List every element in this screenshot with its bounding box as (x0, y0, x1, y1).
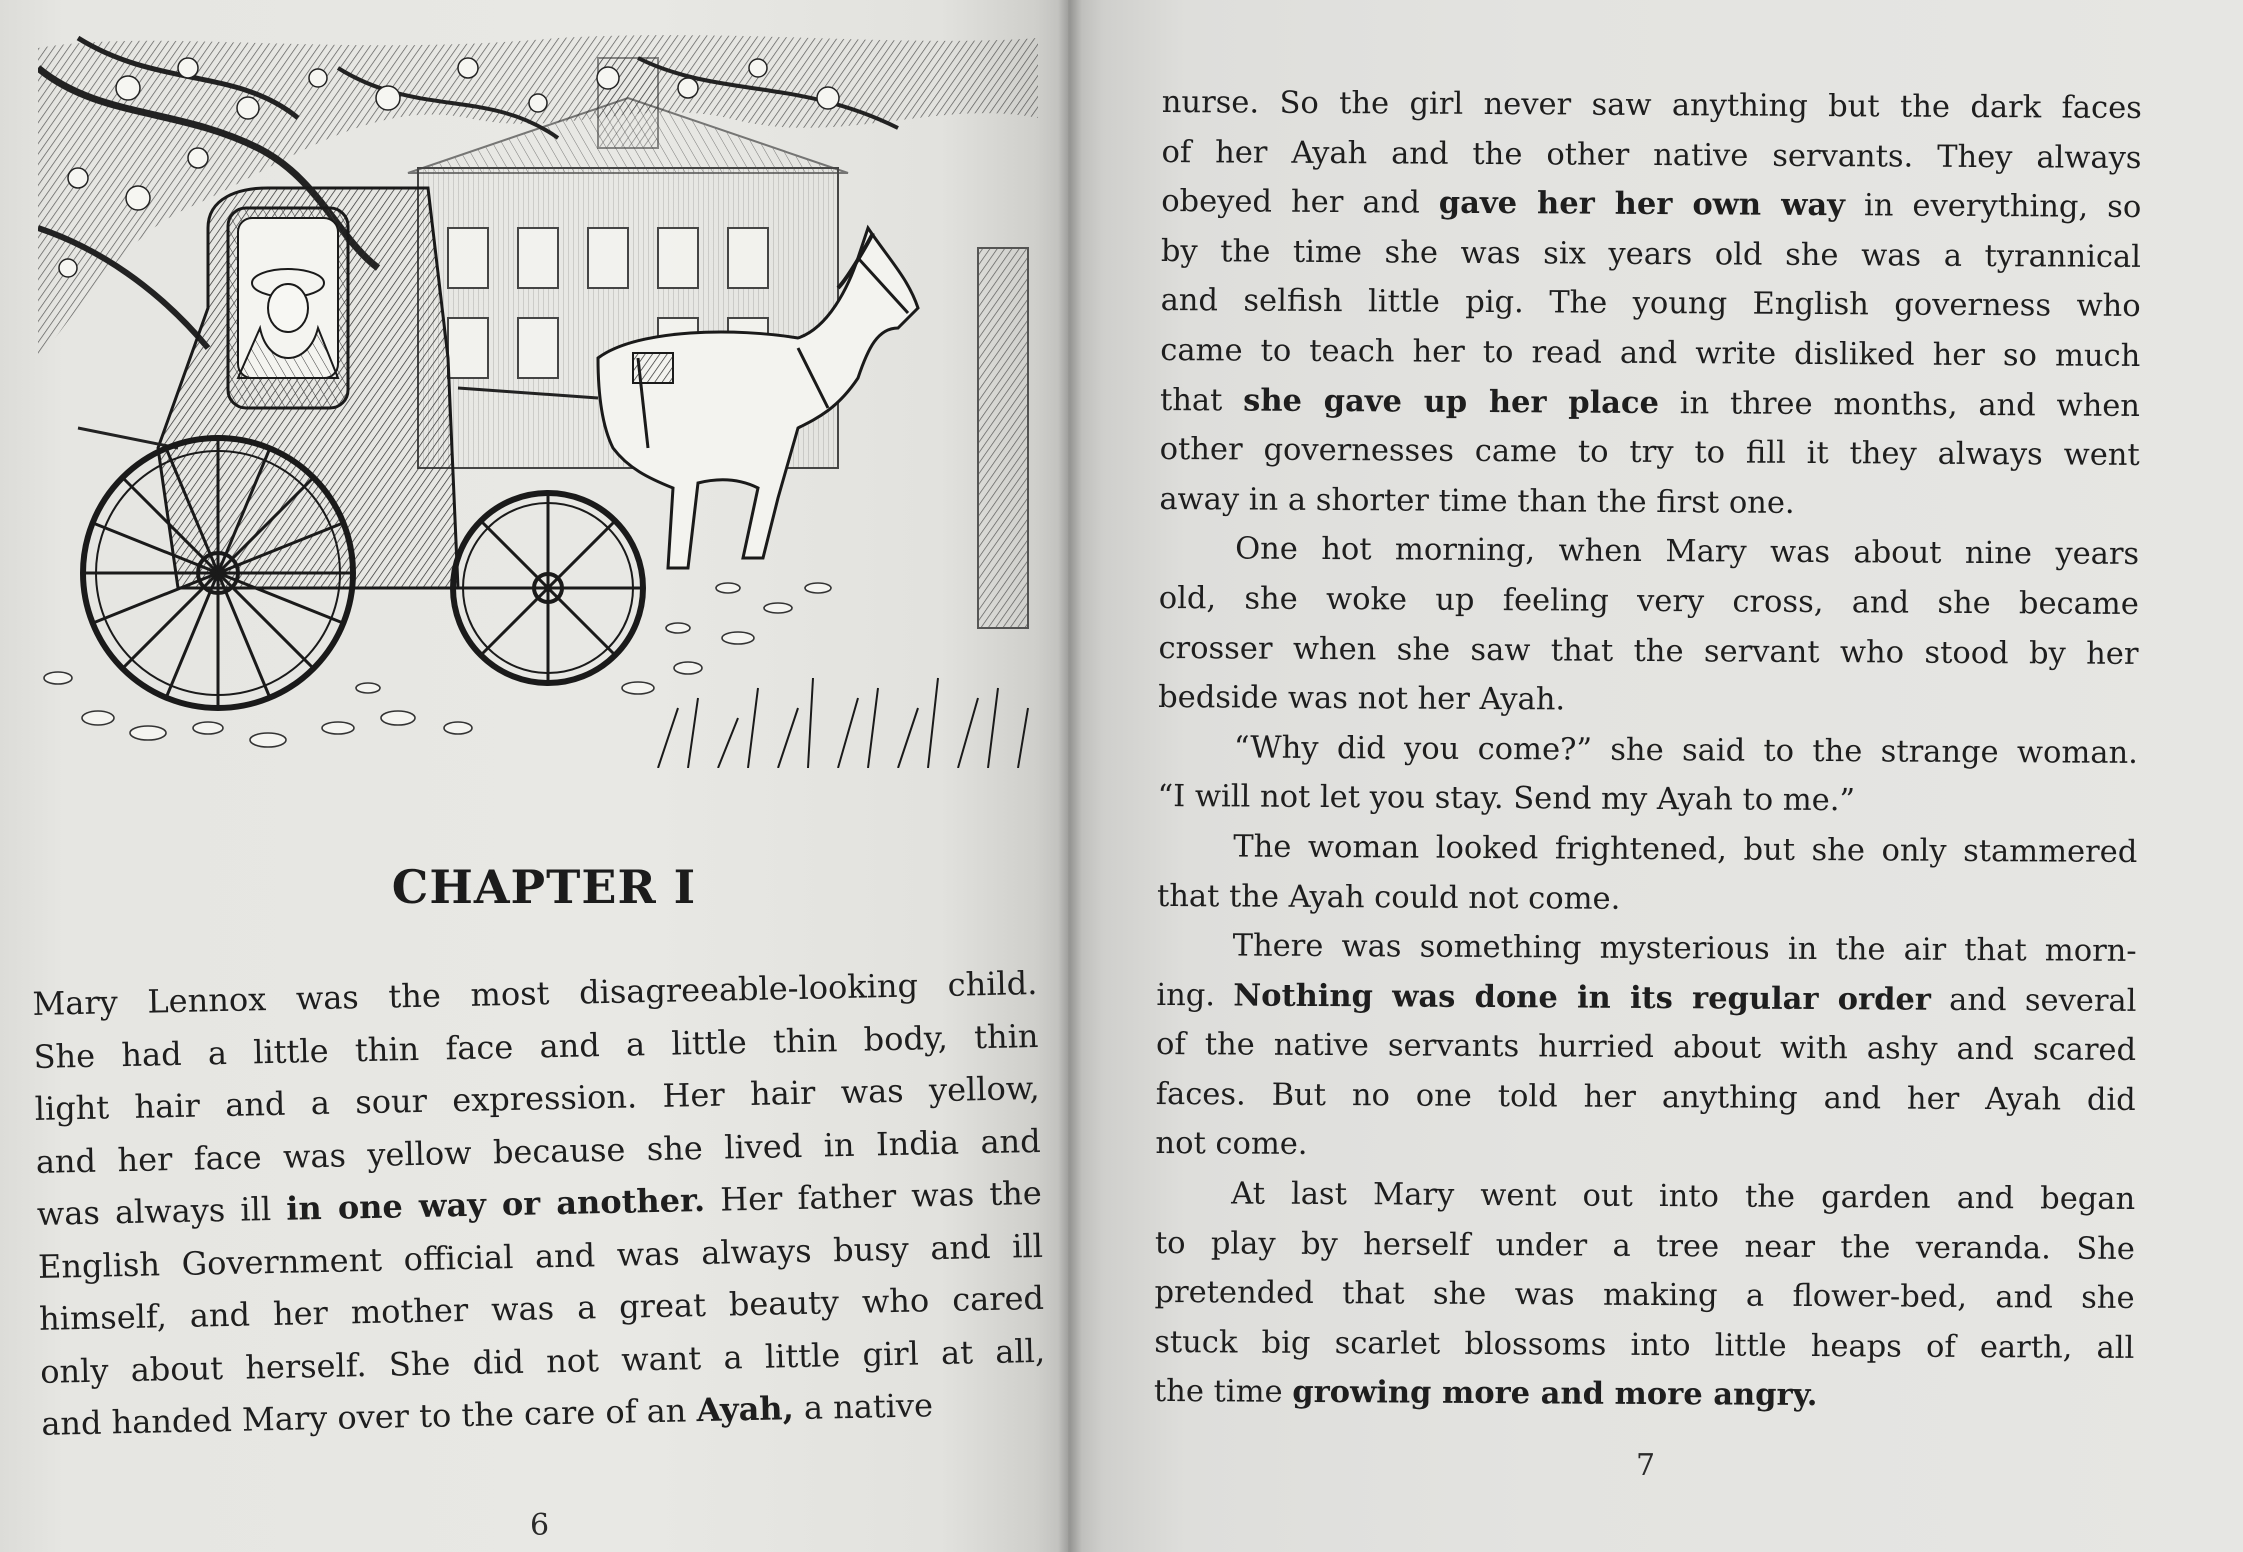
text-run: Her father was the (704, 1173, 1043, 1219)
text-run: the time (1153, 1374, 1293, 1411)
text-run: that the Ayah could not come. (1156, 878, 1621, 917)
bold-phrase: Ayah, (696, 1389, 795, 1430)
left-page-text (32, 957, 1047, 1450)
text-run: was always ill (36, 1189, 287, 1233)
text-line (1157, 921, 2137, 977)
page-number-left: 6 (530, 1508, 550, 1543)
text-run: stuck big scarlet blossoms into little heaps of earth, all (1154, 1324, 2135, 1366)
horse-carriage-illustration (38, 28, 1038, 768)
text-line (1154, 1367, 2134, 1423)
left-page (0, 0, 1068, 1552)
text-run: only about herself. She did not want a little girl at all, (39, 1331, 1046, 1391)
right-page-text (1154, 78, 2142, 1423)
text-run: that (1159, 382, 1244, 419)
text-line (1161, 227, 2141, 283)
text-run: by the time she was six years old she was a tyrannical (1160, 233, 2142, 275)
text-line (1155, 1119, 2135, 1175)
text-run: There was something mysterious in the air that morn- (1232, 928, 2137, 970)
text-line (1158, 624, 2138, 680)
text-run: of her Ayah and the other native servants. They always (1161, 134, 2142, 176)
text-run: obeyed her and (1161, 184, 1439, 221)
grass (658, 678, 1028, 768)
text-line (1159, 524, 2139, 580)
text-line (1156, 1070, 2136, 1126)
text-line (1162, 78, 2142, 134)
text-line (1157, 822, 2137, 878)
bold-phrase: Nothing was done in its regular order (1233, 977, 1932, 1018)
bold-phrase: in one way or another. (285, 1180, 706, 1228)
text-run: pretended that she was making a flower-bed, and she (1154, 1275, 2135, 1317)
text-run: “I will not let you stay. Send my Ayah to me.” (1157, 779, 1856, 819)
text-run: in three months, and when (1658, 385, 2141, 424)
text-run: She had a little thin face and a little thin body, thin (33, 1016, 1039, 1076)
text-line (1158, 723, 2138, 779)
text-run: faces. But no one told her anything and her Ayah did (1155, 1076, 2136, 1118)
text-run: a native (793, 1386, 934, 1428)
text-run: old, she woke up feeling very cross, and she became (1158, 580, 2139, 622)
text-line (1160, 376, 2140, 432)
bold-phrase: gave her her own way (1438, 184, 1846, 224)
text-run: light hair and a sour expression. Her hair was yellow, (34, 1068, 1040, 1128)
text-run: and several (1930, 982, 2137, 1019)
text-line (1154, 1268, 2134, 1324)
text-line (1157, 772, 2137, 828)
text-run: crosser when she saw that the servant who stood by her (1158, 630, 2139, 672)
text-run: in everything, so (1844, 188, 2142, 226)
text-run: “Why did you come?” she said to the strange woman. (1233, 730, 2139, 771)
text-run: to play by herself under a tree near the veranda. She (1154, 1225, 2135, 1267)
text-line (1161, 128, 2141, 184)
book-gutter (1058, 0, 1082, 1552)
text-line (1154, 1318, 2134, 1374)
text-run: bedside was not her Ayah. (1158, 680, 1566, 718)
text-run: and handed Mary over to the care of an (40, 1391, 697, 1443)
text-run: The woman looked frightened, but she only stammered (1233, 829, 2138, 870)
text-line (1160, 425, 2140, 481)
text-run: other governesses came to try to fill it they always went (1159, 432, 2140, 474)
text-run: away in a shorter time than the first one. (1159, 481, 1795, 521)
text-line (1158, 673, 2138, 729)
text-run: and selfish little pig. The young English governess who (1160, 283, 2141, 325)
text-line (1155, 1169, 2135, 1225)
bold-phrase: growing more and more angry. (1292, 1374, 1818, 1414)
chapter-title: CHAPTER I (391, 860, 697, 914)
text-line (1160, 326, 2140, 382)
text-line (1159, 574, 2139, 630)
text-line (1156, 971, 2136, 1027)
text-run: himself, and her mother was a great beauty who cared (38, 1278, 1045, 1338)
page-number-right: 7 (1636, 1448, 1656, 1483)
text-line (1156, 1020, 2136, 1076)
text-run: One hot morning, when Mary was about nine years (1235, 531, 2140, 573)
text-run: not come. (1155, 1126, 1308, 1163)
text-line (1161, 177, 2141, 233)
text-run: English Government official and was always busy and ill (37, 1226, 1044, 1286)
bold-phrase: she gave up her place (1243, 382, 1660, 421)
cobblestones (44, 583, 831, 747)
text-run: of the native servants hurried about with ashy and scared (1155, 1027, 2137, 1069)
text-line (1157, 871, 2137, 927)
text-run: came to teach her to read and write disliked her so much (1160, 332, 2141, 374)
text-run: Mary Lennox was the most disagreeable-looking child. (32, 963, 1038, 1023)
text-run: At last Mary went out into the garden and began (1231, 1176, 2136, 1218)
text-line (1155, 1219, 2135, 1275)
text-run: and her face was yellow because she lived in India and (35, 1121, 1042, 1181)
text-line (1159, 475, 2139, 531)
text-line (1160, 276, 2140, 332)
text-run: nurse. So the girl never saw anything but the dark faces (1161, 84, 2142, 126)
text-run: ing. (1156, 977, 1234, 1014)
